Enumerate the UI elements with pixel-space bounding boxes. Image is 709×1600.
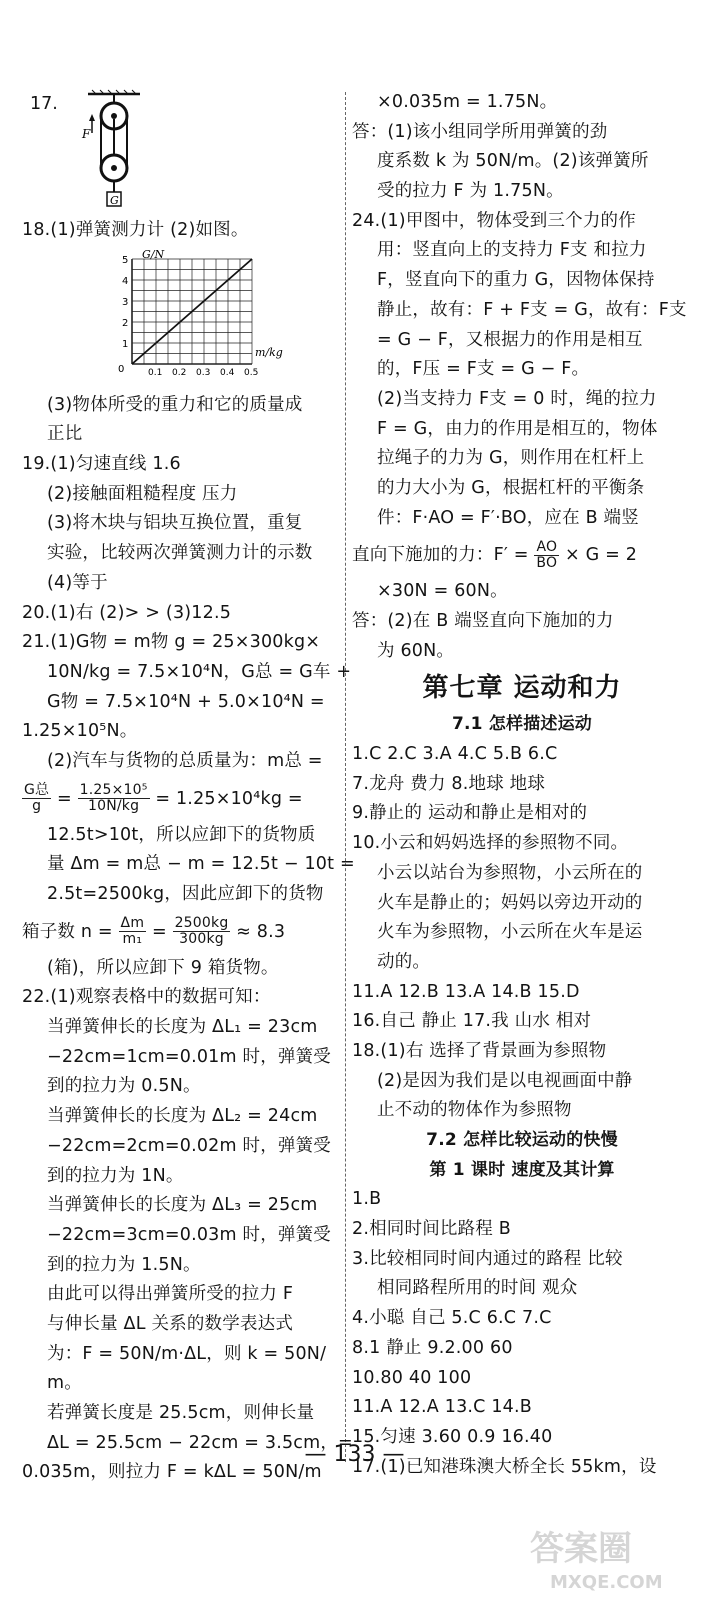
pulley-diagram (84, 88, 144, 213)
text-line: 21.(1)G物 = m物 g = 25×300kg× (22, 632, 321, 653)
lever-force-line: 直向下施加的力：F′ = $\frac{AO}{BO}$ × G = 2 (352, 538, 638, 571)
text-line: 小云以站台为参照物，小云所在的 (377, 862, 643, 883)
text-line: 1.25×10⁵N。 (22, 721, 138, 742)
text-line: 动的。 (377, 951, 431, 972)
text-line: 当弹簧伸长的长度为 ΔL₂ = 24cm (47, 1106, 318, 1127)
question-17-label: 17. (30, 94, 58, 114)
text-line: (4)等于 (47, 572, 108, 593)
text-line: 止不动的物体作为参照物 (377, 1100, 572, 1121)
text-line: = G − F，又根据力的作用是相互 (377, 329, 643, 350)
text-line: ΔL = 25.5cm − 22cm = 3.5cm，= (47, 1432, 353, 1453)
text-line: 17.(1)已知港珠澳大桥全长 55km，设 (352, 1456, 657, 1477)
text-line: 10.小云和妈妈选择的参照物不同。 (352, 833, 629, 854)
text-line: 度系数 k 为 50N/m。(2)该弹簧所 (377, 151, 649, 172)
fraction-value: $\frac{\text{1.25×10⁵}}{10N/kg}$ (79, 782, 148, 815)
text-line: (2)是因为我们是以电视画面中静 (377, 1070, 633, 1091)
x-tick-label: 0.5 (244, 367, 259, 378)
text-line: ×30N = 60N。 (377, 581, 508, 602)
text-line: 22.(1)观察表格中的数据可知： (22, 987, 271, 1008)
mass-fraction-line: $\frac{\text{G总}}{g}$ = $\frac{\text{1.25×10⁵}}{10N/kg}$ = 1.25×10⁴kg = (24, 782, 303, 815)
text-line: 为：F = 50N/m·ΔL，则 k = 50N/ (47, 1343, 327, 1364)
y-tick-label: 3 (122, 296, 129, 308)
lesson-title: 第 1 课时 速度及其计算 (429, 1159, 615, 1180)
page-number: — 133 — (304, 1442, 405, 1467)
text-line: 16.自己 静止 17.我 山水 相对 (352, 1011, 592, 1032)
text-line: (2)接触面粗糙程度 压力 (47, 483, 238, 504)
svg-text:MXQE.COM: MXQE.COM (550, 1572, 663, 1593)
y-tick-label: 4 (122, 275, 129, 287)
text-line: 实验，比较两次弹簧测力计的示数 (47, 543, 313, 564)
text-line: 由此可以得出弹簧所受的拉力 F (47, 1284, 294, 1305)
text-line: (3)将木块与铝块互换位置，重复 (47, 513, 303, 534)
right-column (352, 88, 692, 1482)
text-line: −22cm=3cm=0.03m 时，弹簧受 (47, 1224, 332, 1245)
x-tick-label: 0.4 (220, 367, 235, 378)
text-line: 受的拉力 F 为 1.75N。 (377, 181, 564, 202)
text-line: 正比 (47, 424, 83, 445)
text-line: ×0.035m = 1.75N。 (377, 92, 558, 112)
text-line: 相同路程所用的时间 观众 (377, 1278, 578, 1299)
gravity-mass-graph (22, 246, 340, 391)
weight-g-label: G (110, 194, 119, 207)
text-line: 4.小聪 自己 5.C 6.C 7.C (352, 1308, 552, 1329)
text-line: 量 Δm = m总 − m = 12.5t − 10t = (47, 854, 355, 875)
text-line: 静止，故有：F + F支 = G，故有：F支 (377, 299, 687, 320)
text-line: 2.5t=2500kg，因此应卸下的货物 (47, 884, 324, 904)
question-18-header: 18.(1)弹簧测力计 (2)如图。 (22, 220, 249, 240)
text-line: 3.比较相同时间内通过的路程 比较 (352, 1248, 623, 1269)
graph-xlabel: m/kg (255, 345, 283, 359)
text-line: 24.(1)甲图中，物体受到三个力的作 (352, 210, 636, 231)
text-line: F，竖直向下的重力 G，因物体保持 (377, 270, 655, 291)
text-line: 火车为参照物，小云所在火车是运 (377, 922, 643, 943)
graph-svg (110, 246, 300, 386)
text-line: −22cm=2cm=0.02m 时，弹簧受 (47, 1135, 332, 1156)
text-line: m。 (47, 1373, 82, 1394)
column-divider (345, 92, 347, 1462)
text-line: 答：(1)该小组同学所用弹簧的劲 (352, 121, 608, 142)
x-tick-label: 0.2 (172, 367, 187, 378)
text-line: 若弹簧长度是 25.5cm，则伸长量 (47, 1403, 315, 1423)
x-tick-label: 0.1 (148, 367, 163, 378)
text-line: 到的拉力为 1.5N。 (47, 1254, 201, 1275)
text-line: 的力大小为 G，根据杠杆的平衡条 (377, 477, 645, 498)
text-line: 12.5t>10t，所以应卸下的货物质 (47, 824, 316, 845)
text-line: 20.(1)右 (2)> > (3)12.5 (22, 602, 232, 623)
text-line: 18.(1)右 选择了背景画为参照物 (352, 1040, 607, 1061)
text-line: G物 = 7.5×10⁴N + 5.0×10⁴N = (47, 691, 325, 712)
text-line: 11.A 12.B 13.A 14.B 15.D (352, 981, 580, 1002)
y-tick-label: 1 (122, 338, 129, 350)
text-line: 11.A 12.A 13.C 14.B (352, 1397, 532, 1418)
text-line: 当弹簧伸长的长度为 ΔL₃ = 25cm (47, 1195, 318, 1216)
text-line: 件：F·AO = F′·BO，应在 B 端竖 (377, 507, 639, 528)
text-line: −22cm=1cm=0.01m 时，弹簧受 (47, 1046, 332, 1067)
graph-origin: 0 (118, 363, 125, 375)
text-line: 拉绳子的力为 G，则作用在杠杆上 (377, 448, 645, 469)
fraction-g-total: $\frac{\text{G总}}{g}$ (24, 782, 50, 815)
pulley-figure (22, 88, 340, 216)
text-line: (2)汽车与货物的总质量为：m总 = (47, 750, 323, 771)
text-line: 到的拉力为 1N。 (47, 1165, 184, 1186)
chapter-title: 第七章 运动和力 (422, 673, 622, 704)
section-7-1-title: 7.1 怎样描述运动 (451, 714, 593, 735)
graph-ylabel: G/N (142, 247, 165, 261)
text-line: 9.静止的 运动和静止是相对的 (352, 803, 588, 824)
y-tick-label: 2 (122, 317, 129, 329)
text-line: 7.龙舟 费力 8.地球 地球 (352, 773, 546, 794)
text-line: 2.相同时间比路程 B (352, 1219, 511, 1240)
text-line: 1.C 2.C 3.A 4.C 5.B 6.C (352, 744, 558, 765)
text-line: (3)物体所受的重力和它的质量成 (47, 394, 303, 415)
y-tick-label: 5 (122, 254, 129, 266)
text-line: 的，F压 = F支 = G − F。 (377, 359, 590, 380)
text-line: 15.匀速 3.60 0.9 16.40 (352, 1426, 553, 1447)
text-line: F = G，由力的作用是相互的，物体 (377, 418, 658, 439)
svg-text:答案圈: 答案圈 (530, 1529, 632, 1569)
text-line: 火车是静止的；妈妈以旁边开动的 (377, 892, 643, 913)
text-line: 19.(1)匀速直线 1.6 (22, 454, 181, 475)
text-line: 为 60N。 (377, 640, 455, 661)
section-7-2-title: 7.2 怎样比较运动的快慢 (426, 1130, 618, 1150)
text-line: 10N/kg = 7.5×10⁴N，G总 = G车 + (47, 661, 352, 682)
text-line: 8.1 静止 9.2.00 60 (352, 1337, 513, 1358)
text-line: (2)当支持力 F支 = 0 时，绳的拉力 (377, 388, 657, 409)
x-tick-label: 0.3 (196, 367, 211, 378)
text-line: 0.035m，则拉力 F = kΔL = 50N/m (22, 1462, 322, 1483)
text-line: 与伸长量 ΔL 关系的数学表达式 (47, 1313, 294, 1334)
watermark-logo (520, 1520, 700, 1595)
text-line: 1.B (352, 1189, 382, 1210)
force-f-label: F (82, 127, 91, 141)
text-line: 10.80 40 100 (352, 1367, 472, 1388)
text-line: 用：竖直向上的支持力 F支 和拉力 (377, 240, 647, 261)
text-line: (箱)，所以应卸下 9 箱货物。 (47, 957, 279, 978)
box-count-line: 箱子数 n = $\frac{\Delta m}{\text{m₁}}$ = $\frac{2500kg}{300kg}$ ≈ 8.3 (22, 915, 286, 948)
text-line: 答：(2)在 B 端竖直向下施加的力 (352, 611, 614, 631)
text-line: 到的拉力为 0.5N。 (47, 1076, 201, 1097)
text-line: 当弹簧伸长的长度为 ΔL₁ = 23cm (47, 1017, 318, 1038)
